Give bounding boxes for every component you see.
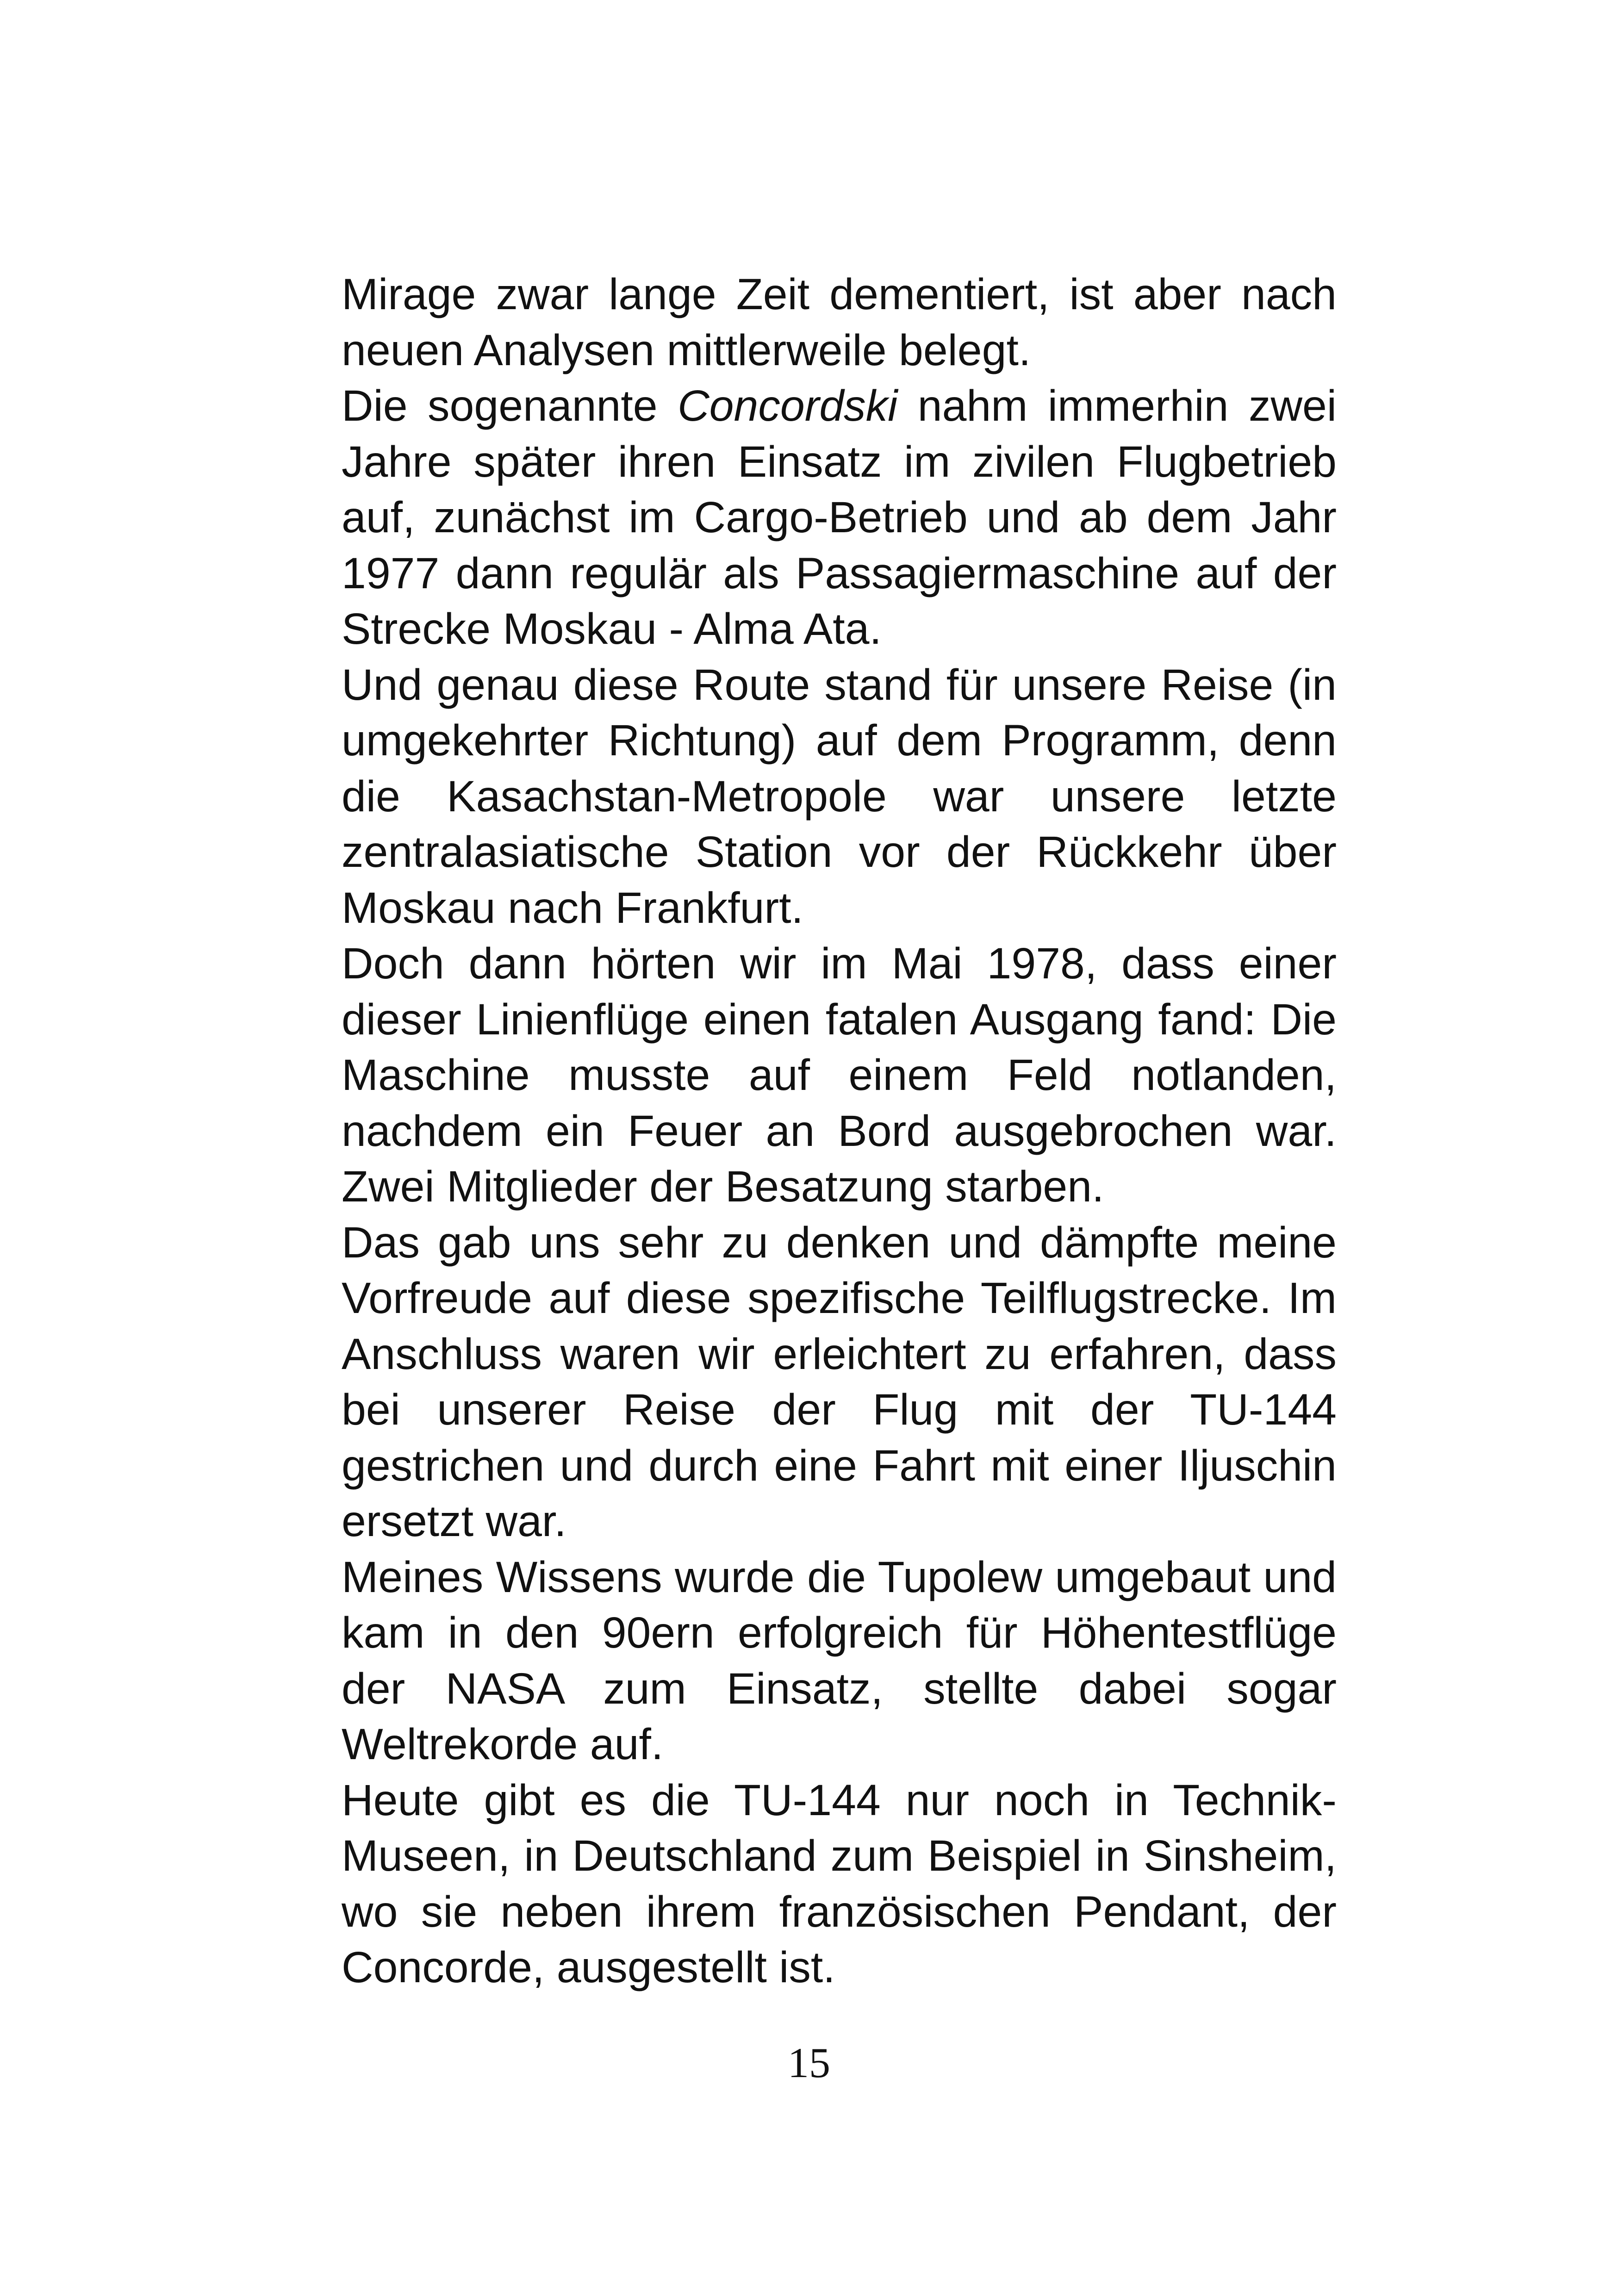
paragraph-7-text: Heute gibt es die TU-144 nur noch in Technik-Museen, in Deutschland zum Beispiel in Sinsheim, wo sie neben ihrem französischen Pendant, der Concorde, ausgestellt ist. xyxy=(342,1775,1337,1992)
paragraph-3-text: Und genau diese Route stand für unsere Reise (in umgekehrter Richtung) auf dem Programm, denn die Kasachstan-Metropole war unsere letzte zentralasiatische Station vor der Rückkehr über Moskau nach Frankfurt. xyxy=(342,660,1337,933)
body-text xyxy=(342,267,1337,1996)
page-number: 15 xyxy=(788,2039,830,2086)
paragraph-2 xyxy=(342,378,1337,657)
paragraph-2-text-start: Die sogenannte xyxy=(342,381,678,430)
paragraph-7 xyxy=(342,1773,1337,1996)
paragraph-6-text: Meines Wissens wurde die Tupolew umgebaut und kam in den 90ern erfolgreich für Höhentestflüge der NASA zum Einsatz, stellte dabei sogar Weltrekorde auf. xyxy=(342,1552,1337,1769)
paragraph-5 xyxy=(342,1215,1337,1549)
paragraph-2-text-end: nahm immerhin zwei Jahre später ihren Einsatz im zivilen Flugbetrieb auf, zunächst im Cargo-Betrieb und ab dem Jahr 1977 dann regulär als Passagiermaschine auf der Strecke Moskau - Alma Ata. xyxy=(342,381,1337,653)
paragraph-4-text: Doch dann hörten wir im Mai 1978, dass einer dieser Linienflüge einen fatalen Ausgang fand: Die Maschine musste auf einem Feld notlanden, nachdem ein Feuer an Bord ausgebrochen war. Zwei Mitglieder der Besatzung starben. xyxy=(342,939,1337,1211)
paragraph-1-text: Mirage zwar lange Zeit dementiert, ist aber nach neuen Analysen mittlerweile belegt. xyxy=(342,270,1337,375)
paragraph-4 xyxy=(342,936,1337,1215)
paragraph-3 xyxy=(342,657,1337,936)
paragraph-1 xyxy=(342,267,1337,378)
paragraph-6 xyxy=(342,1549,1337,1773)
paragraph-2-italic-term: Concordski xyxy=(678,381,898,430)
paragraph-5-text: Das gab uns sehr zu denken und dämpfte meine Vorfreude auf diese spezifische Teilflugstrecke. Im Anschluss waren wir erleichtert zu erfahren, dass bei unserer Reise der Flug mit der TU-144 gestrichen und durch eine Fahrt mit einer Iljuschin ersetzt war. xyxy=(342,1218,1337,1546)
